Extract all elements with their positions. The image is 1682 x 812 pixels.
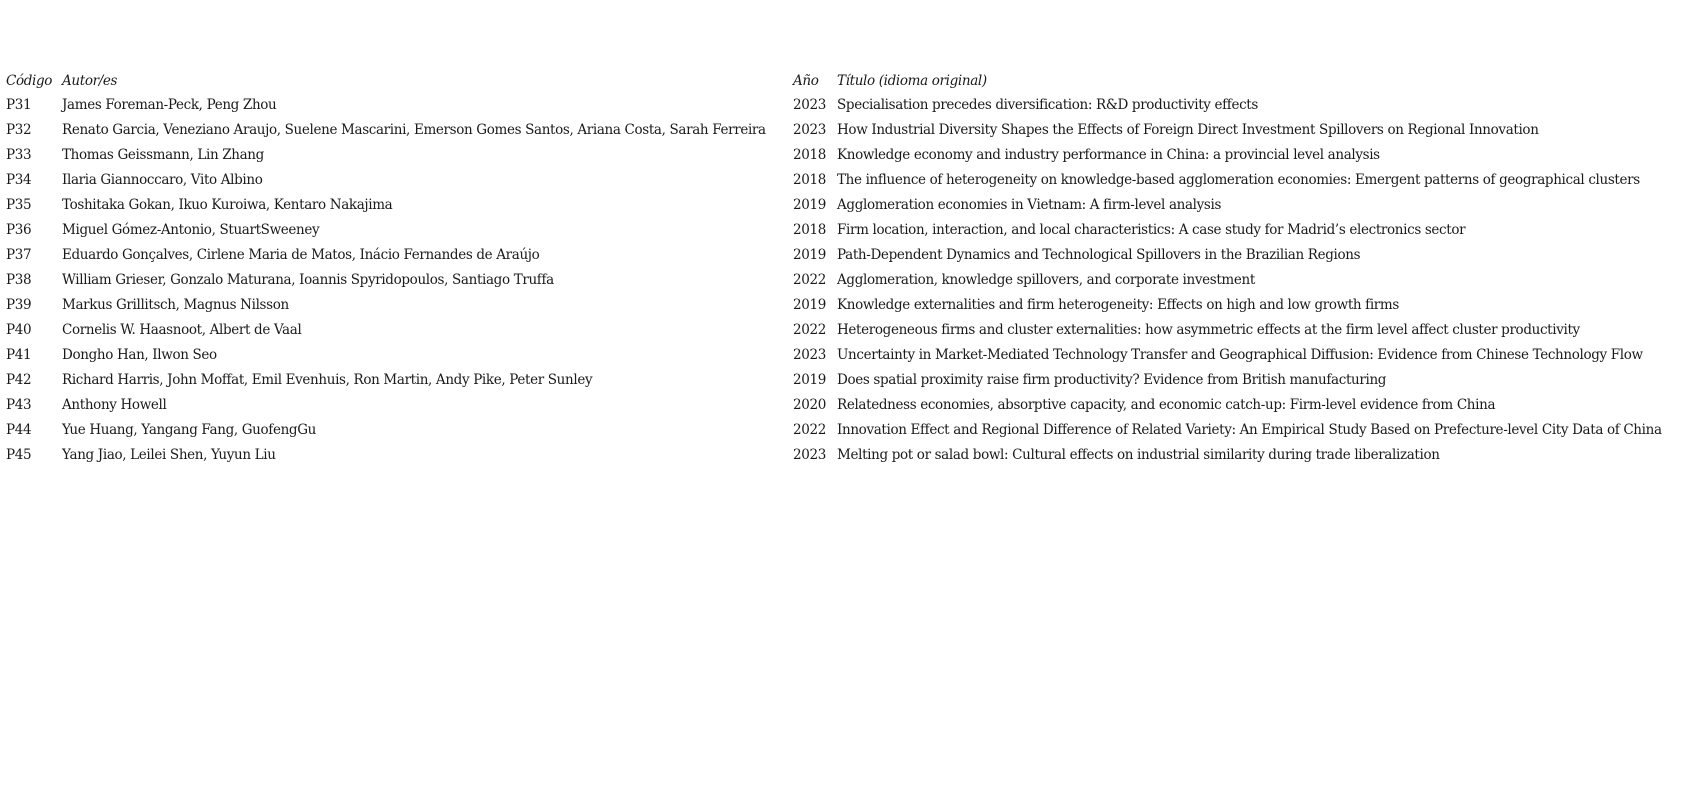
cell-year: 2019 [793, 297, 826, 313]
cell-year: 2023 [793, 97, 826, 113]
cell-year: 2023 [793, 122, 826, 138]
table-row [6, 368, 1662, 393]
cell-title: Does spatial proximity raise firm productivity? Evidence from British manufacturing [837, 372, 1387, 388]
cell-title: Agglomeration economies in Vietnam: A firm-level analysis [837, 197, 1222, 213]
cell-year: 2019 [793, 247, 826, 263]
cell-year: 2023 [793, 447, 826, 463]
table-row [6, 418, 1662, 443]
cell-title: Firm location, interaction, and local characteristics: A case study for Madrid’s electronics sector [837, 222, 1466, 238]
table-row [6, 268, 1662, 293]
cell-title: The influence of heterogeneity on knowledge-based agglomeration economies: Emergent patterns of geographical clusters [837, 172, 1640, 188]
cell-title: Agglomeration, knowledge spillovers, and corporate investment [837, 272, 1255, 288]
cell-code: P41 [6, 347, 32, 363]
cell-authors: Yang Jiao, Leilei Shen, Yuyun Liu [62, 447, 276, 463]
header-title: Título (idioma original) [837, 73, 987, 89]
cell-code: P43 [6, 397, 32, 413]
cell-year: 2020 [793, 397, 826, 413]
cell-authors: Ilaria Giannoccaro, Vito Albino [62, 172, 263, 188]
cell-code: P44 [6, 422, 32, 438]
table-row [6, 193, 1662, 218]
cell-title: Heterogeneous firms and cluster externalities: how asymmetric effects at the firm level affect cluster productivity [837, 322, 1580, 338]
cell-code: P31 [6, 97, 32, 113]
table-row [6, 393, 1662, 418]
cell-code: P32 [6, 122, 32, 138]
header-authors: Autor/es [62, 73, 118, 89]
cell-authors: James Foreman-Peck, Peng Zhou [62, 97, 277, 113]
table-row [6, 93, 1662, 118]
cell-year: 2018 [793, 147, 826, 163]
cell-title: Melting pot or salad bowl: Cultural effects on industrial similarity during trade liberalization [837, 447, 1440, 463]
cell-authors: Richard Harris, John Moffat, Emil Evenhuis, Ron Martin, Andy Pike, Peter Sunley [62, 372, 593, 388]
cell-code: P40 [6, 322, 32, 338]
header-year: Año [793, 73, 819, 89]
table-header [6, 69, 1662, 93]
table-row [6, 318, 1662, 343]
table-row [6, 143, 1662, 168]
cell-authors: William Grieser, Gonzalo Maturana, Ioannis Spyridopoulos, Santiago Truffa [62, 272, 554, 288]
cell-code: P36 [6, 222, 32, 238]
cell-year: 2022 [793, 272, 826, 288]
cell-code: P42 [6, 372, 32, 388]
table-row [6, 293, 1662, 318]
cell-title: Path-Dependent Dynamics and Technological Spillovers in the Brazilian Regions [837, 247, 1361, 263]
cell-code: P45 [6, 447, 32, 463]
cell-title: Knowledge externalities and firm heterogeneity: Effects on high and low growth firms [837, 297, 1399, 313]
cell-code: P35 [6, 197, 32, 213]
cell-code: P34 [6, 172, 32, 188]
cell-code: P33 [6, 147, 32, 163]
cell-title: Specialisation precedes diversification: R&D productivity effects [837, 97, 1258, 113]
cell-authors: Toshitaka Gokan, Ikuo Kuroiwa, Kentaro Nakajima [62, 197, 393, 213]
cell-code: P38 [6, 272, 32, 288]
cell-year: 2022 [793, 422, 826, 438]
cell-title: Knowledge economy and industry performance in China: a provincial level analysis [837, 147, 1380, 163]
cell-authors: Eduardo Gonçalves, Cirlene Maria de Matos, Inácio Fernandes de Araújo [62, 247, 540, 263]
cell-year: 2022 [793, 322, 826, 338]
cell-title: Uncertainty in Market-Mediated Technology Transfer and Geographical Diffusion: Evidence from Chinese Technology Flow [837, 347, 1643, 363]
table-row [6, 118, 1662, 143]
table-row [6, 218, 1662, 243]
cell-year: 2019 [793, 372, 826, 388]
cell-authors: Renato Garcia, Veneziano Araujo, Suelene Mascarini, Emerson Gomes Santos, Ariana Costa, Sarah Ferreira [62, 122, 766, 138]
cell-authors: Cornelis W. Haasnoot, Albert de Vaal [62, 322, 302, 338]
table-row [6, 443, 1662, 468]
cell-authors: Markus Grillitsch, Magnus Nilsson [62, 297, 289, 313]
cell-code: P39 [6, 297, 32, 313]
cell-code: P37 [6, 247, 32, 263]
table-row [6, 343, 1662, 368]
cell-year: 2019 [793, 197, 826, 213]
cell-authors: Yue Huang, Yangang Fang, GuofengGu [62, 422, 317, 438]
header-row [6, 69, 1662, 93]
table-body [6, 93, 1662, 468]
cell-title: How Industrial Diversity Shapes the Effects of Foreign Direct Investment Spillovers on Regional Innovation [837, 122, 1539, 138]
cell-year: 2018 [793, 222, 826, 238]
cell-authors: Dongho Han, Ilwon Seo [62, 347, 217, 363]
cell-authors: Thomas Geissmann, Lin Zhang [62, 147, 264, 163]
table-row [6, 243, 1662, 268]
cell-year: 2023 [793, 347, 826, 363]
cell-title: Innovation Effect and Regional Difference of Related Variety: An Empirical Study Based on Prefecture-level City Data of China [837, 422, 1662, 438]
cell-authors: Miguel Gómez-Antonio, StuartSweeney [62, 222, 320, 238]
header-code: Código [6, 73, 53, 89]
cell-title: Relatedness economies, absorptive capacity, and economic catch-up: Firm-level evidence from China [837, 397, 1496, 413]
cell-year: 2018 [793, 172, 826, 188]
cell-authors: Anthony Howell [62, 397, 167, 413]
table-row [6, 168, 1662, 193]
references-table [6, 69, 1662, 468]
